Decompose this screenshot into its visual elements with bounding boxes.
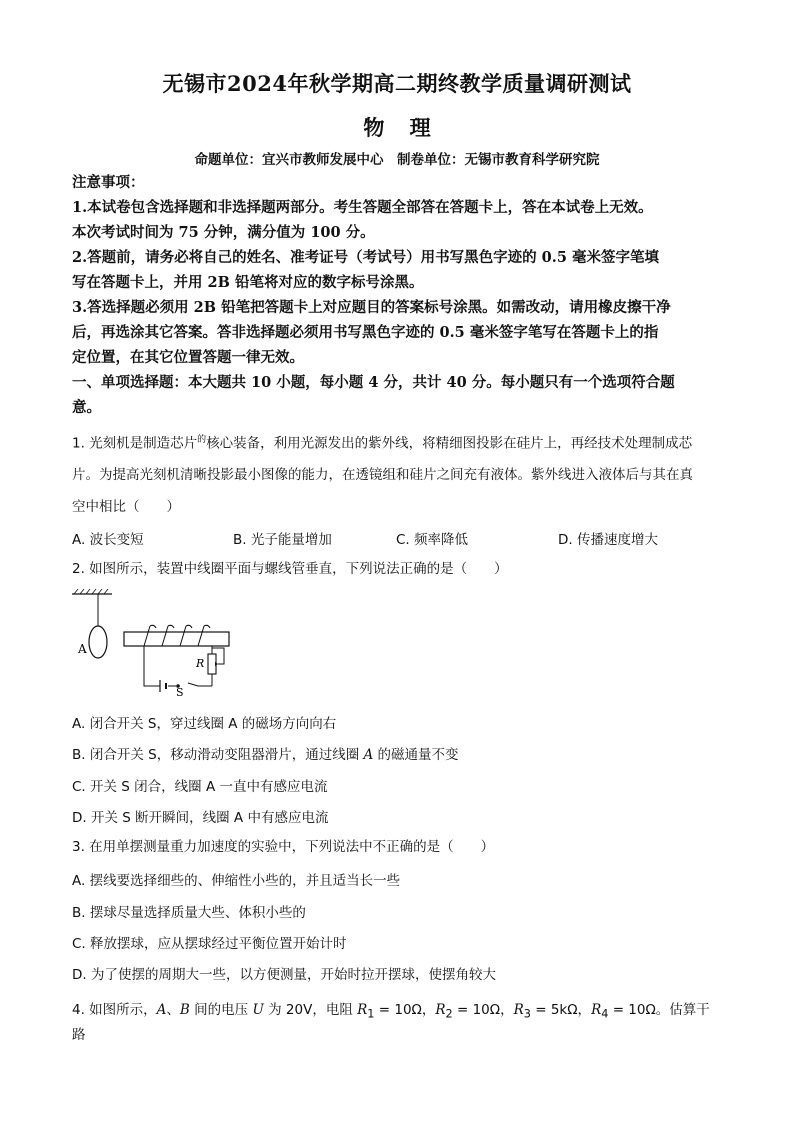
q4-r4-val: = 10Ω。估算干路 — [72, 1002, 710, 1043]
q3-option-d: D. 为了使摆的周期大一些，以方便测量，开始时拉开摆球，使摆角较大 — [72, 967, 496, 983]
q2-circuit-diagram — [72, 588, 242, 698]
notice-item3-line3: 定位置，在其它位置答题一律无效。 — [72, 349, 304, 366]
q1-stem-part2: 核心装备，利用光源发出的紫外线，将精细图投影在硅片上，再经技术处理制成芯 — [206, 435, 693, 452]
q2-option-c: C. 开关 S 闭合，线圈 A 一直中有感应电流 — [72, 779, 328, 795]
q4-voltage-symbol: U — [252, 1002, 264, 1018]
q3-option-c: C. 释放摆球，应从摆球经过平衡位置开始计时 — [72, 936, 347, 952]
coil-a-label: A — [78, 642, 87, 656]
q2-option-b-var: A — [363, 747, 374, 763]
q1-stem-small: 的 — [197, 435, 207, 445]
q1-option-a: A. 波长变短 — [72, 532, 144, 548]
q2-option-b — [72, 743, 459, 763]
q4-r4-sub: 4 — [601, 1007, 609, 1021]
q4-part2: 间的电压 — [189, 1002, 253, 1018]
notice-item1-line1: 1.本试卷包含选择题和非选择题两部分。考生答题全部答在答题卡上，答在本试卷上无效。 — [72, 199, 653, 216]
q4-r2-sub: 2 — [445, 1007, 453, 1021]
q1-option-b: B. 光子能量增加 — [233, 532, 332, 548]
q4-r1-sub: 1 — [367, 1007, 375, 1021]
exam-title: 无锡市2024年秋学期高二期终教学质量调研测试 — [162, 71, 632, 96]
q4-r1-val: = 10Ω， — [374, 1002, 436, 1018]
q2-option-d: D. 开关 S 断开瞬间，线圈 A 中有感应电流 — [72, 810, 329, 826]
q4-r1: R — [357, 1002, 368, 1018]
q1-option-c: C. 频率降低 — [396, 532, 469, 548]
q4-r3-val: = 5kΩ， — [530, 1002, 592, 1018]
rheostat — [208, 654, 216, 674]
q3-option-a: A. 摆线要选择细些的、伸缩性小些的，并且适当长一些 — [72, 873, 401, 889]
coil-a — [89, 626, 107, 658]
q4-r2-val: = 10Ω， — [452, 1002, 514, 1018]
notice-item1-line2: 本次考试时间为 75 分钟，满分值为 100 分。 — [72, 224, 375, 241]
rheostat-label: R — [196, 657, 205, 670]
q2-option-b-part2: 的磁通量不变 — [373, 747, 459, 763]
q1-stem-line2: 片。为提高光刻机清晰投影最小图像的能力，在透镜组和硅片之间充有液体。紫外线进入液体后与其在真 — [72, 467, 693, 483]
q2-stem: 2. 如图所示，装置中线圈平面与螺线管垂直，下列说法正确的是（ ） — [72, 561, 508, 577]
q3-stem: 3. 在用单摆测量重力加速度的实验中，下列说法中不正确的是（ ） — [72, 839, 495, 855]
q4-stem-line1 — [72, 1000, 722, 1045]
q1-stem-line1 — [72, 430, 722, 454]
exam-setter: 命题单位：宜兴市教师发展中心 制卷单位：无锡市教育科学研究院 — [194, 152, 600, 168]
solenoid-core — [124, 632, 229, 646]
solenoid-windings — [144, 625, 210, 646]
exam-subject: 物 理 — [363, 115, 431, 140]
notice-item3-line2: 后，再选涂其它答案。答非选择题必须用书写黑色字迹的 0.5 毫米签字笔写在答题卡上的指 — [72, 324, 659, 341]
q1-option-d: D. 传播速度增大 — [558, 532, 658, 548]
ceiling-hatch — [74, 589, 108, 594]
section1-heading-line1: 一、单项选择题：本大题共 10 小题，每小题 4 分，共计 40 分。每小题只有一个选项符合题 — [72, 374, 675, 391]
q4-r4: R — [591, 1002, 602, 1018]
q3-option-b: B. 摆球尽量选择质量大些、体积小些的 — [72, 905, 306, 921]
notice-item2-line2: 写在答题卡上，并用 2B 铅笔将对应的数字标号涂黑。 — [72, 274, 424, 291]
q4-sep: 、 — [166, 1002, 180, 1018]
q1-stem-line3: 空中相比（ ） — [72, 499, 180, 515]
q4-part3: 为 20V，电阻 — [263, 1002, 358, 1018]
q2-option-b-part1: B. 闭合开关 S，移动滑动变阻器滑片，通过线圈 — [72, 747, 364, 763]
circuit-wires — [144, 646, 224, 686]
q1-stem-part1: 1. 光刻机是制造芯片 — [72, 435, 198, 452]
q4-r3-sub: 3 — [523, 1007, 531, 1021]
q4-r3: R — [513, 1002, 524, 1018]
notice-item2-line1: 2.答题前，请务必将自己的姓名、准考证号（考试号）用书写黑色字迹的 0.5 毫米签字笔填 — [72, 249, 659, 266]
q4-part1: 4. 如图所示， — [72, 1002, 157, 1018]
switch-label: S — [176, 686, 184, 698]
notice-heading: 注意事项： — [72, 174, 145, 191]
notice-item3-line1: 3.答选择题必须用 2B 铅笔把答题卡上对应题目的答案标号涂黑。如需改动，请用橡皮擦干净 — [72, 299, 671, 316]
q4-point-b: B — [179, 1002, 190, 1018]
q4-point-a: A — [156, 1002, 167, 1018]
section1-heading-line2: 意。 — [72, 399, 101, 416]
q4-r2: R — [435, 1002, 446, 1018]
q2-option-a: A. 闭合开关 S，穿过线圈 A 的磁场方向向右 — [72, 716, 337, 732]
